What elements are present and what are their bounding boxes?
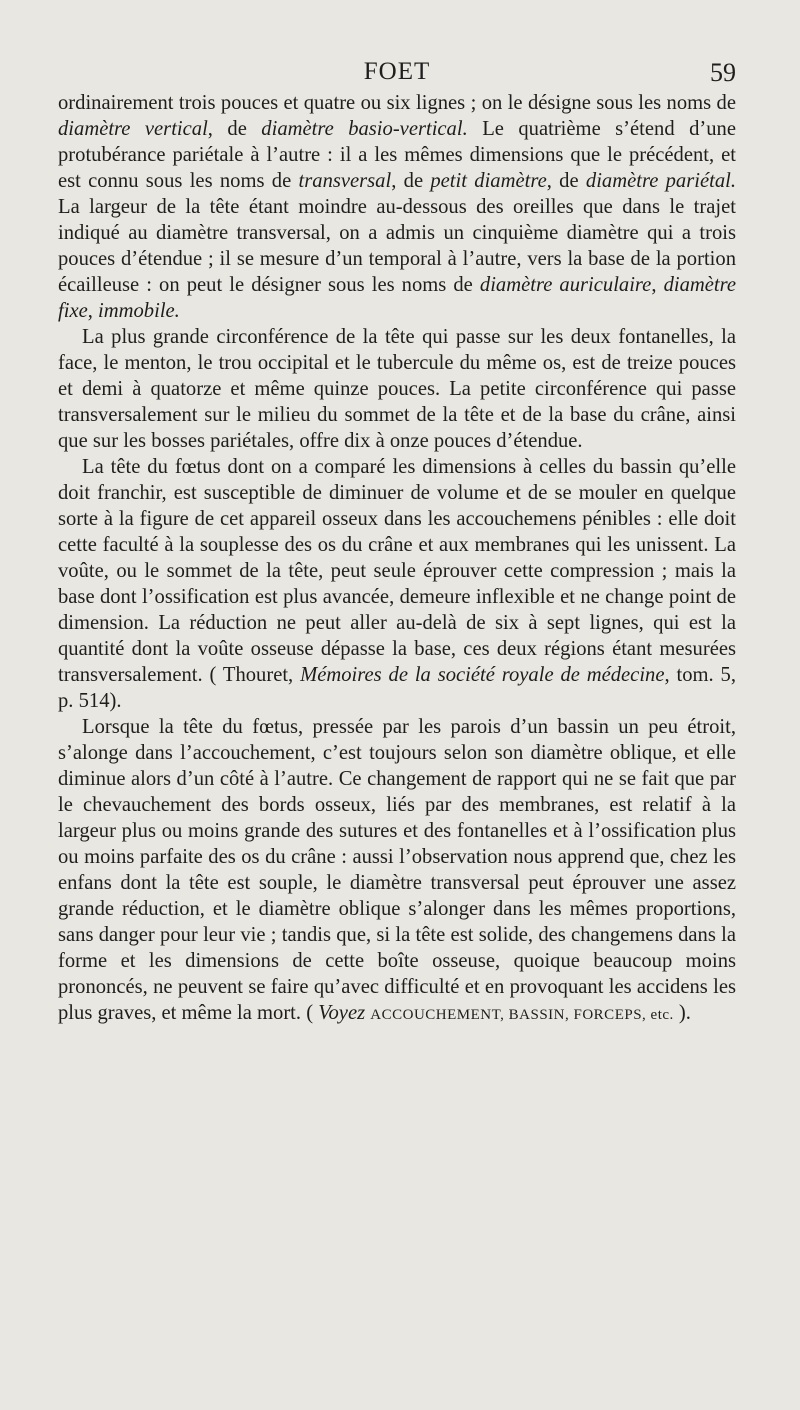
text-run: , de (546, 170, 586, 192)
text-run: , de (391, 170, 431, 192)
text-run: La tête du fœtus dont on a comparé les dimensions à celles du bassin qu’elle doit franchir, est susceptible de diminuer de volume et de se mouler en quelque sorte à la figure de cet appareil osseux dans les accouchemens pénibles : elle doit cette faculté à la souplesse des os du crâne et aux membranes qui les unissent. La voûte, ou le sommet de la tête, peut seule éprouver cette compression ; mais la base dont l’ossification est plus avancée, demeure inflexible et ne change point de dimension. La réduction ne peut aller au-delà de six à sept lignes, qui est la quantité dont la voûte osseuse dépasse la base, ces deux régions étant mesurées transversalement. ( Thouret, (58, 456, 736, 686)
italic-run: immobile. (98, 300, 180, 322)
paragraph-3 (58, 454, 736, 714)
italic-run: diamètre pariétal. (585, 170, 736, 192)
text-run: ordinairement trois pouces et quatre ou six lignes ; on le désigne sous les noms de (58, 92, 736, 114)
text-run: , tom. 5, p. 514). (58, 664, 736, 712)
text-run: La largeur de la tête étant moindre au-dessous des oreilles que dans le trajet indiqué au diamètre transversal, on a admis un cinquième diamètre qui a trois pouces d’étendue ; il se mesure d’un temporal à l’autre, vers la base de la portion écailleuse : on peut le désigner sous les noms de (58, 196, 736, 296)
italic-run: diamètre auriculaire (479, 274, 652, 296)
italic-run: diamètre basio-vertical. (261, 118, 468, 140)
text-run: ). (673, 1002, 691, 1024)
running-head: FOET (363, 58, 431, 85)
text-run: , (87, 300, 99, 322)
text-run: Le quatrième s’étend d’une protubérance pariétale à l’autre : il a les mêmes dimensions que le précédent, et est connu sous les noms de (58, 118, 736, 192)
text-run: , de (207, 118, 262, 140)
italic-run: transversal (298, 170, 392, 192)
page-header (58, 58, 736, 94)
italic-run: diamètre vertical (58, 118, 208, 140)
paragraph-4 (58, 714, 736, 1028)
small-caps-run: ACCOUCHEMENT, BASSIN, FORCEPS, etc. (370, 1007, 674, 1023)
italic-run: petit diamètre (430, 170, 547, 192)
body-text (58, 90, 736, 1028)
paragraph-1 (58, 90, 736, 324)
italic-run: Mémoires de la société royale de médecine (300, 664, 665, 686)
text-run: Lorsque la tête du fœtus, pressée par les parois d’un bassin un peu étroit, s’alonge dans l’accouchement, c’est toujours selon son diamètre oblique, et elle diminue alors d’un côté à l’autre. Ce changement de rapport qui ne se fait que par le chevauchement des bords osseux, liés par des membranes, est relatif à la largeur plus ou moins grande des sutures et des fontanelles et à l’ossification plus ou moins parfaite des os du crâne : aussi l’observation nous apprend que, chez les enfans dont la tête est souple, le diamètre transversal peut éprouver une assez grande réduction, et le diamètre oblique s’alonger dans les mêmes proportions, sans danger pour leur vie ; tandis que, si la tête est solide, des changemens dans la forme et les dimensions de cette boîte osseuse, quoique beaucoup moins prononcés, ne peuvent se faire qu’avec difficulté et en provoquant les accidens les plus graves, et même la mort. ( (58, 716, 736, 1024)
italic-run: diamètre fixe (58, 274, 737, 322)
text-run: La plus grande circonférence de la tête qui passe sur les deux fontanelles, la face, le menton, le trou occipital et le tubercule du même os, est de treize pouces et demi à quatorze et même quinze pouces. La petite circonférence qui passe transversalement sur le milieu du sommet de la tête et de la base du crâne, ainsi que sur les bosses pariétales, offre dix à onze pouces d’étendue. (58, 326, 736, 452)
italic-run: Voyez (318, 1002, 366, 1024)
paragraph-2 (58, 324, 736, 454)
page-number: 59 (710, 58, 736, 87)
text-run: , (651, 274, 664, 296)
